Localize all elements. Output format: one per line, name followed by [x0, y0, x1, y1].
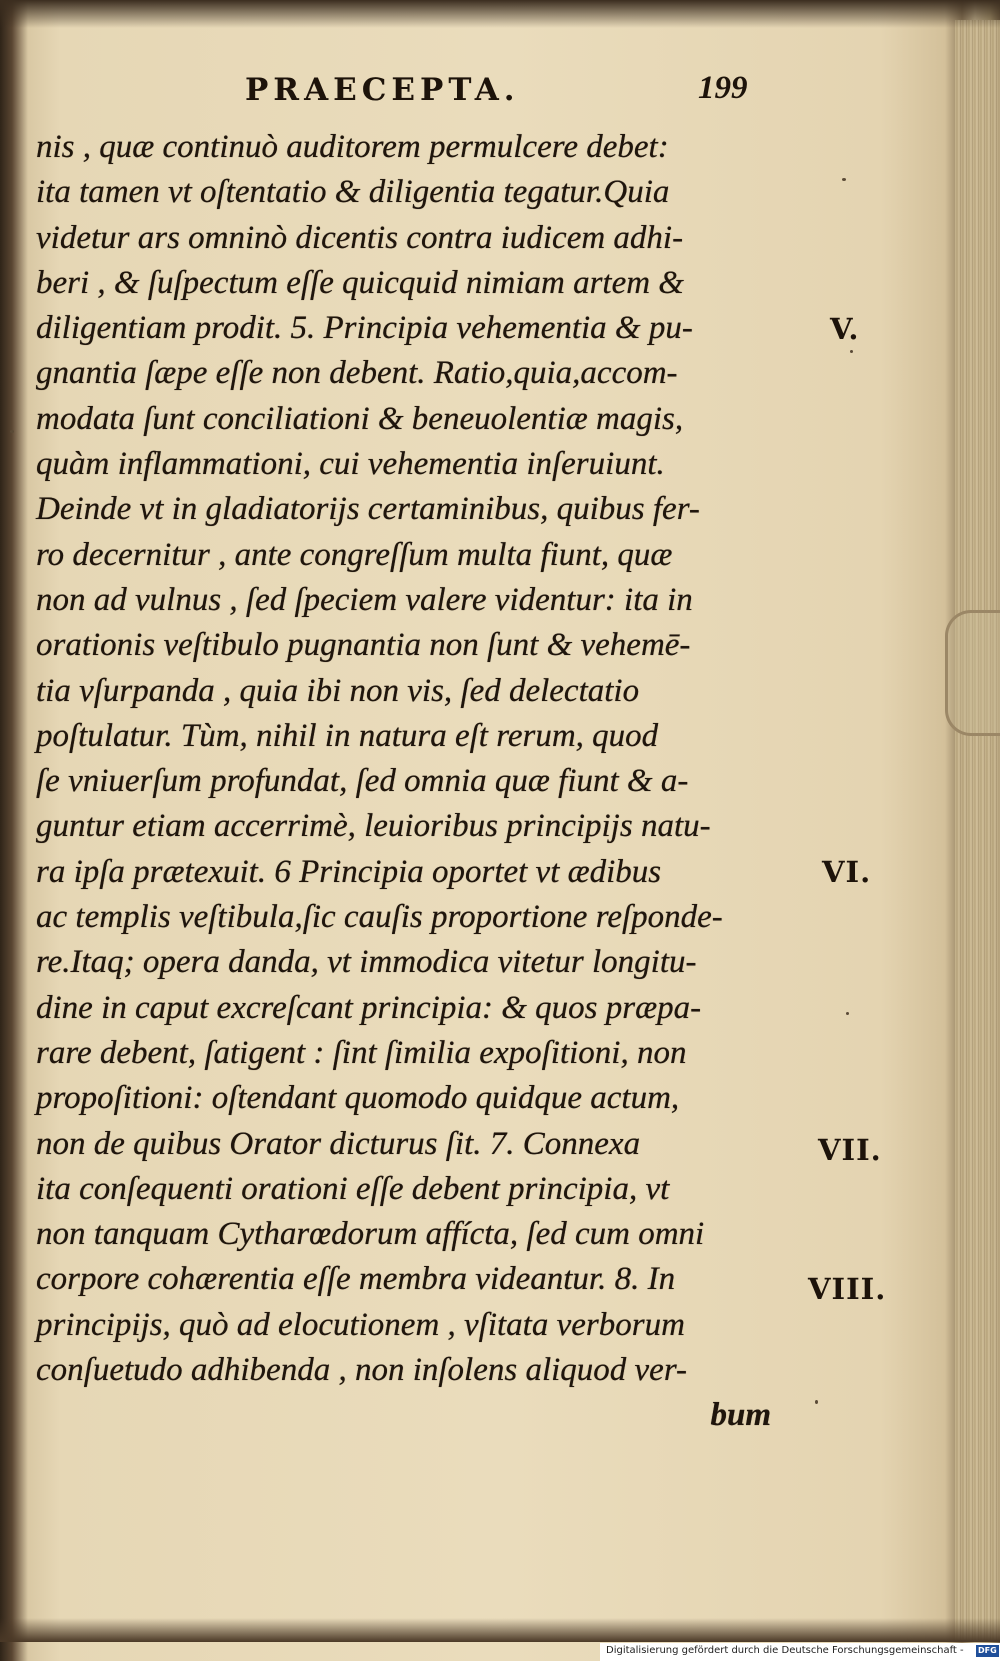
text-line: quàm inflammationi, cui vehementia inſeruiunt.: [36, 446, 665, 483]
bottom-shadow: [0, 1618, 1000, 1642]
text-line: ita tamen vt oſtentatio & diligentia tegatur.Quia: [36, 174, 670, 211]
page-header: [0, 72, 960, 122]
text-line: non ad vulnus , ſed ſpeciem valere videntur: ita in: [36, 581, 693, 618]
text-line: orationis veſtibulo pugnantia non ſunt & vehemē-: [36, 627, 691, 664]
text-line: gnantia ſæpe eſſe non debent. Ratio,quia,accom-: [36, 355, 678, 392]
margin-note-6: VI.: [822, 855, 872, 889]
page-clip-marker: [945, 610, 1000, 736]
running-title: PRAECEPTA.: [245, 72, 520, 108]
text-line: tia vſurpanda , quia ibi non vis, ſed delectatio: [36, 672, 640, 709]
margin-note-5: V.: [830, 312, 860, 346]
margin-note-7: VII.: [818, 1133, 882, 1167]
paper-speck: [846, 1012, 849, 1015]
catchword: bum: [710, 1397, 771, 1434]
text-line: nis , quæ continuò auditorem permulcere debet:: [36, 129, 669, 165]
text-line: videtur ars omninò dicentis contra iudicem adhi-: [36, 219, 684, 256]
footer-credit: Digitalisierung gefördert durch die Deutsche Forschungsgemeinschaft -: [606, 1645, 964, 1656]
page-number: 199: [698, 70, 748, 106]
text-line: principijs, quò ad elocutionem , vſitata verborum: [36, 1306, 685, 1343]
text-line: guntur etiam accerrimè, leuioribus principijs natu-: [36, 808, 711, 845]
text-line: beri , & ſuſpectum eſſe quicquid nimiam artem &: [36, 264, 684, 301]
text-line: poſtulatur. Tùm, nihil in natura eſt rerum, quod: [36, 717, 659, 754]
paper-speck: [10, 430, 14, 433]
text-line: modata ſunt conciliationi & beneuolentiæ magis,: [36, 400, 684, 437]
margin-note-8: VIII.: [808, 1272, 887, 1306]
paper-speck: [842, 178, 846, 181]
text-line: re.Itaq; opera danda, vt immodica vitetur longitu-: [36, 944, 697, 981]
text-line: ſe vniuerſum profundat, ſed omnia quæ fiunt & a-: [36, 763, 689, 800]
dfg-logo: DFG: [978, 1646, 997, 1655]
text-line: dine in caput excreſcant principia: & quos præpa-: [36, 989, 702, 1026]
text-line: ro decernitur , ante congreſſum multa fiunt, quæ: [36, 536, 673, 573]
text-line: conſuetudo adhibenda , non inſolens aliquod ver-: [36, 1352, 687, 1389]
text-line: propoſitioni: oſtendant quomodo quidque actum,: [36, 1080, 680, 1117]
top-shadow: [0, 0, 1000, 28]
text-line: ita conſequenti orationi eſſe debent principia, vt: [36, 1170, 670, 1207]
text-line: diligentiam prodit. 5. Principia vehementia & pu-: [36, 310, 693, 347]
paper-speck: [815, 1400, 818, 1404]
text-line: rare debent, ſatigent : ſint ſimilia expoſitioni, non: [36, 1034, 687, 1071]
page-block-edge: [955, 20, 1000, 1640]
text-line: non de quibus Orator dicturus ſit. 7. Connexa: [36, 1125, 641, 1162]
paper-speck: [850, 350, 853, 353]
body-text: [36, 125, 781, 1439]
text-line: Deinde vt in gladiatorijs certaminibus, quibus fer-: [36, 491, 700, 528]
text-line: ra ipſa prætexuit. 6 Principia oportet vt ædibus: [36, 853, 662, 890]
text-line: ac templis veſtibula,ſic cauſis proportione reſponde-: [36, 899, 723, 936]
text-line: non tanquam Cytharœdorum affícta, ſed cum omni: [36, 1216, 705, 1253]
text-line: corpore cohærentia eſſe membra videantur. 8. In: [36, 1261, 676, 1298]
